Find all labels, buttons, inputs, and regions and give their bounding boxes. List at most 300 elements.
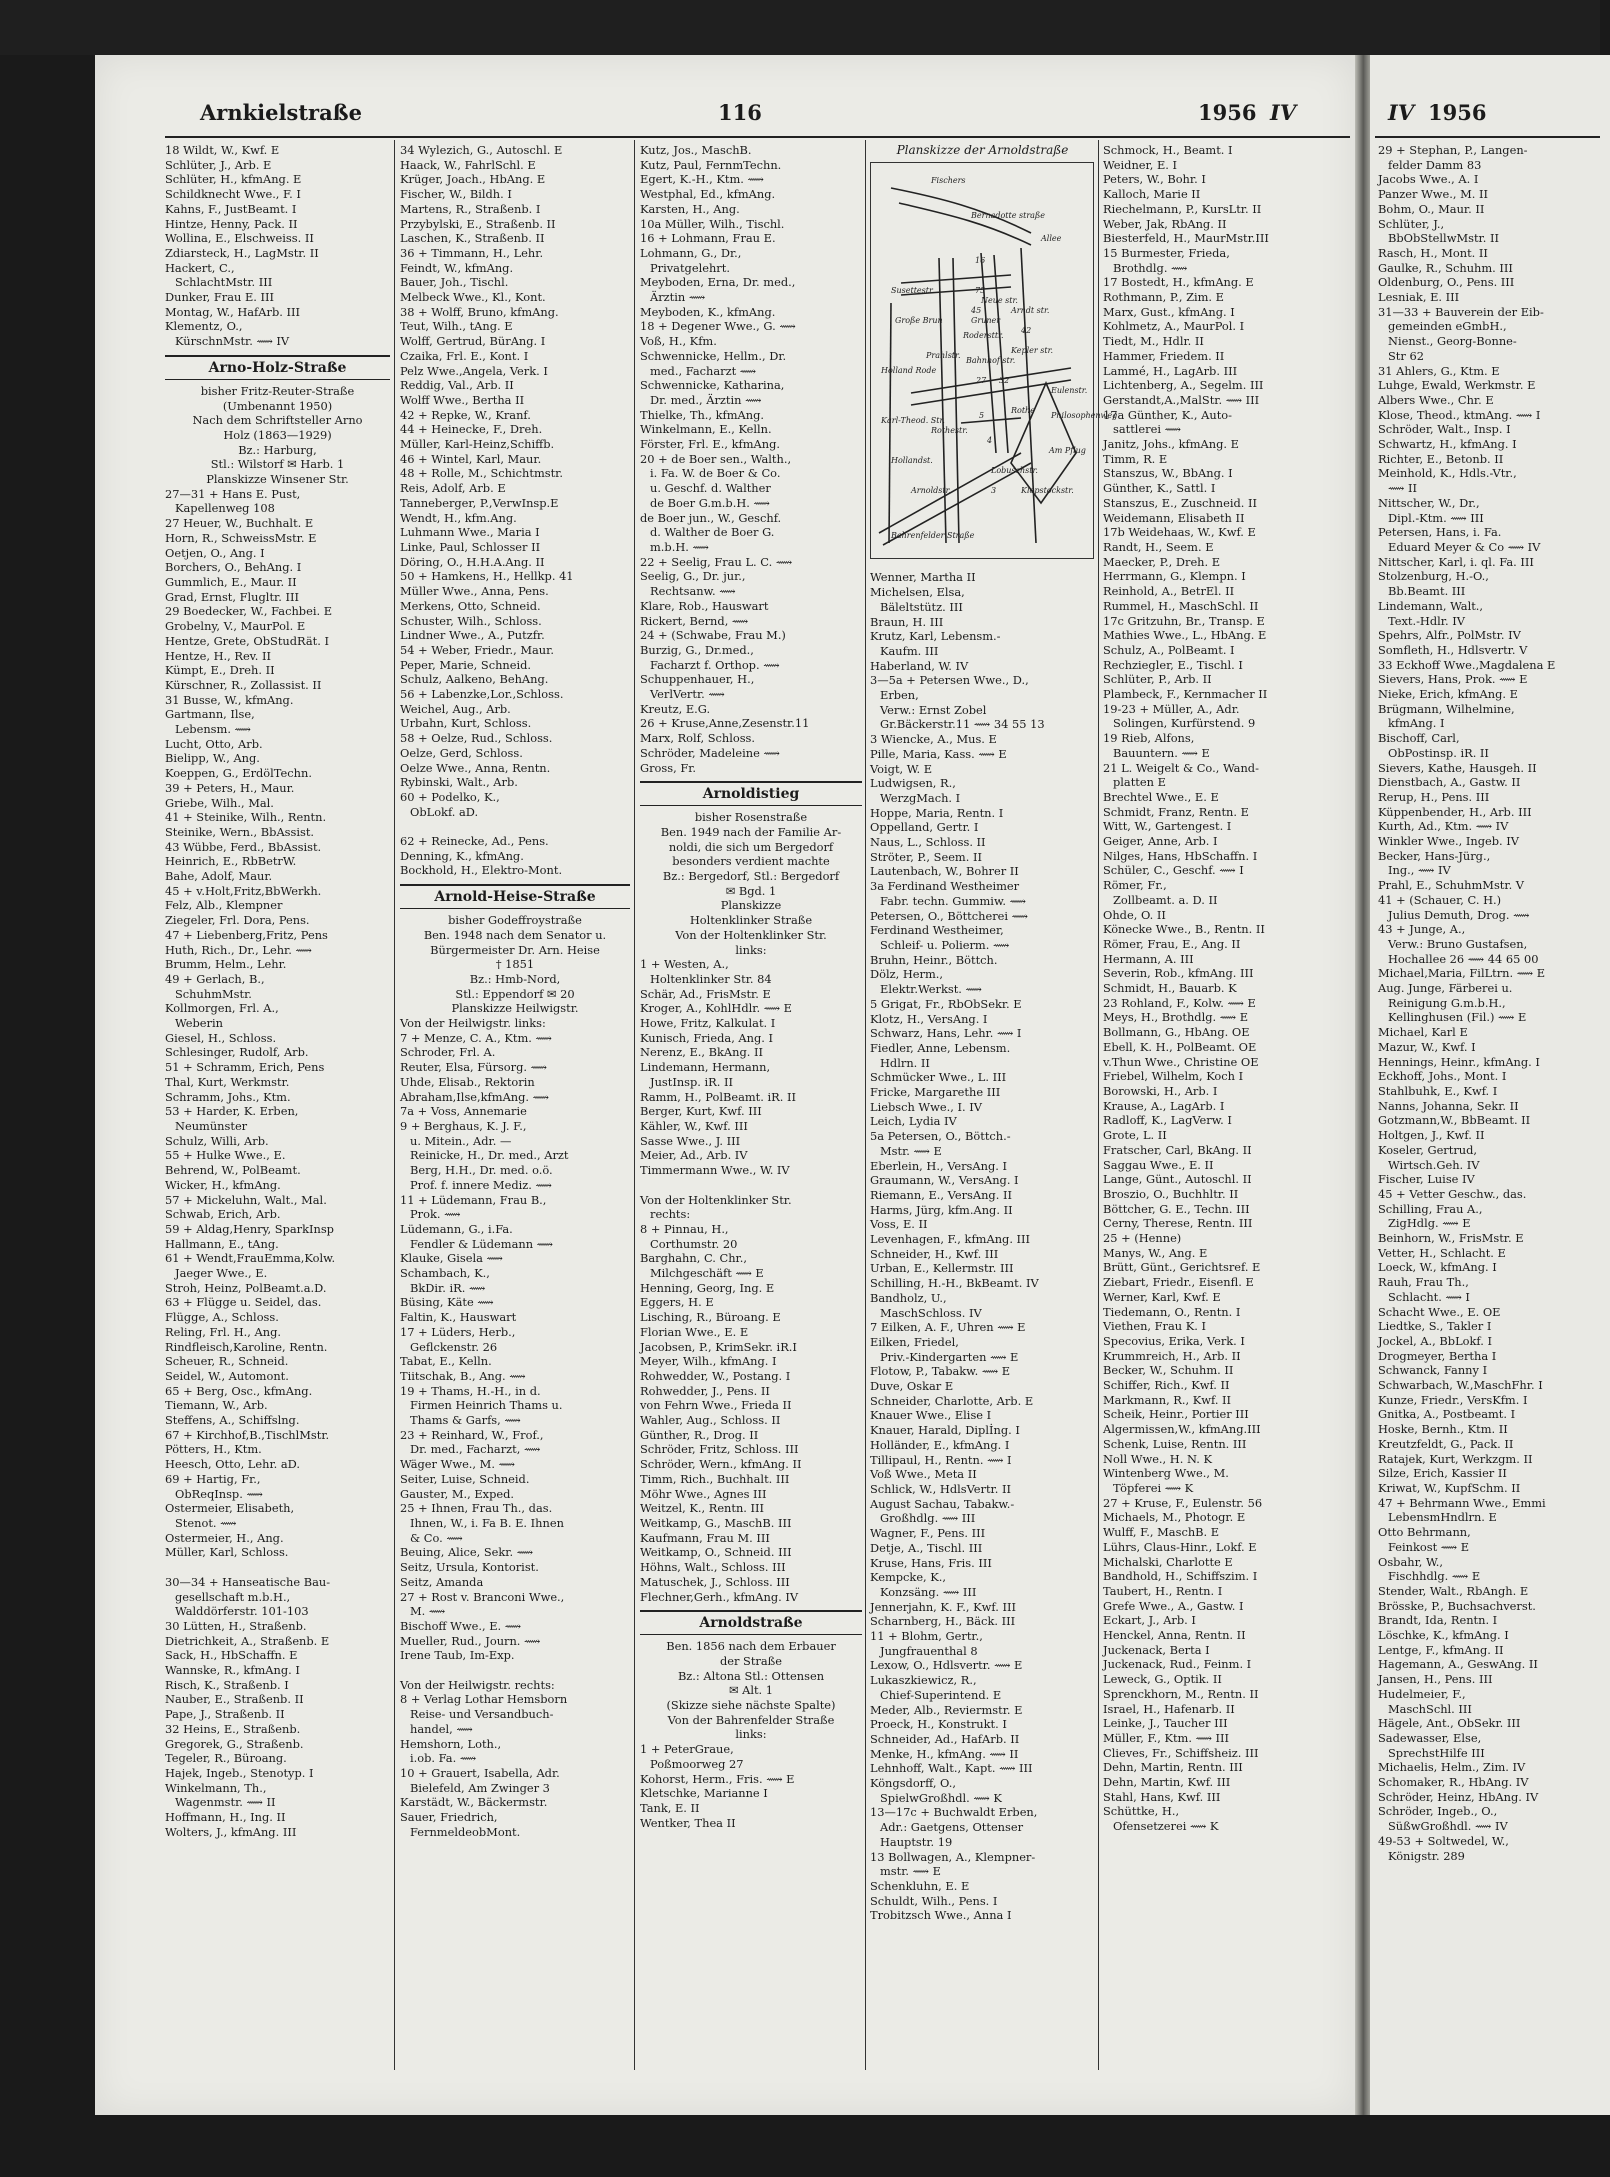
directory-entry: MaschSchloss. IV xyxy=(880,1305,982,1320)
directory-entry: Stolzenburg, H.-O., xyxy=(1378,569,1489,584)
directory-entry: Hagemann, A., GeswAng. II xyxy=(1378,1657,1538,1672)
directory-entry: Clieves, Fr., Schiffsheiz. III xyxy=(1103,1745,1259,1760)
directory-entry: Bruhn, Heinr., Böttch. xyxy=(870,952,998,967)
directory-entry: Jansen, H., Pens. III xyxy=(1378,1672,1493,1687)
directory-entry: Günther, R., Drog. II xyxy=(640,1427,759,1442)
directory-entry: Schenkluhn, E. E xyxy=(870,1878,970,1893)
directory-entry: Ziegeler, Frl. Dora, Pens. xyxy=(165,913,310,928)
column-3 xyxy=(640,143,862,2078)
column-rule xyxy=(394,140,395,2070)
directory-entry: Meier, Ad., Arb. IV xyxy=(640,1148,748,1163)
directory-entry: Schlüter, J., Arb. E xyxy=(165,157,272,172)
directory-entry: Grobelny, V., MaurPol. E xyxy=(165,619,306,634)
directory-entry: Schiffer, Rich., Kwf. II xyxy=(1103,1378,1230,1393)
directory-entry: Schüler, C., Geschf. ⟿ I xyxy=(1103,863,1244,878)
directory-entry: v.Thun Wwe., Christine OE xyxy=(1103,1054,1259,1069)
directory-entry: ObReqInsp. ⟿ xyxy=(175,1486,263,1501)
directory-entry: Seitz, Ursula, Kontorist. xyxy=(400,1560,539,1575)
directory-entry: Behrend, W., PolBeamt. xyxy=(165,1163,301,1178)
map-label: Arnoldstr. xyxy=(911,485,952,495)
column-5 xyxy=(1103,143,1353,2078)
directory-entry: Bollmann, G., HbAng. OE xyxy=(1103,1025,1250,1040)
directory-entry: Rohwedder, W., Postang. I xyxy=(640,1368,791,1383)
directory-entry: Bandhold, H., Schiffszim. I xyxy=(1103,1569,1258,1584)
directory-entry: Text.-Hdlr. IV xyxy=(1388,613,1465,628)
directory-entry: Sadewasser, Else, xyxy=(1378,1730,1482,1745)
directory-entry: Schröder, Madeleine ⟿ xyxy=(640,745,780,760)
directory-entry: Heesch, Otto, Lehr. aD. xyxy=(165,1457,301,1472)
directory-entry: Gross, Fr. xyxy=(640,760,697,775)
directory-entry: Kreutz, E.G. xyxy=(640,701,711,716)
directory-entry: Klose, Theod., ktmAng. ⟿ I xyxy=(1378,407,1541,422)
directory-entry: 1 + PeterGraue, xyxy=(640,1742,734,1757)
directory-entry: Haack, W., FahrlSchl. E xyxy=(400,157,536,172)
directory-entry: Gauster, M., Exped. xyxy=(400,1486,515,1501)
directory-entry: Schlacht. ⟿ I xyxy=(1388,1289,1470,1304)
directory-entry: Specovius, Erika, Verk. I xyxy=(1103,1333,1245,1348)
directory-entry: Weidner, E. I xyxy=(1103,157,1178,172)
column-rule xyxy=(634,140,635,2070)
directory-entry: Jennerjahn, K. F., Kwf. III xyxy=(870,1599,1016,1614)
directory-entry: Fratscher, Carl, BkAng. II xyxy=(1103,1142,1252,1157)
directory-entry: Ströter, P., Seem. II xyxy=(870,849,982,864)
directory-entry: Höhns, Walt., Schloss. III xyxy=(640,1560,786,1575)
directory-entry: Gaulke, R., Schuhm. III xyxy=(1378,260,1513,275)
directory-entry: Denning, K., kfmAng. xyxy=(400,848,524,863)
adjacent-volume: IV xyxy=(1388,100,1415,125)
directory-entry: Bauuntern. ⟿ E xyxy=(1113,745,1210,760)
map-label: Gruner xyxy=(971,315,1001,325)
directory-entry: Mazur, W., Kwf. I xyxy=(1378,1039,1476,1054)
street-note: † 1851 xyxy=(495,957,535,972)
directory-entry: Martens, R., Straßenb. I xyxy=(400,201,541,216)
street-note: ✉ Alt. 1 xyxy=(728,1683,774,1698)
directory-entry: LebensmHndlrn. E xyxy=(1388,1510,1497,1525)
map-label: Klopstockstr. xyxy=(1021,485,1074,495)
directory-entry: Taubert, H., Rentn. I xyxy=(1103,1583,1223,1598)
directory-entry: Rauh, Frau Th., xyxy=(1378,1275,1469,1290)
directory-entry: Bauer, Joh., Tischl. xyxy=(400,275,509,290)
directory-entry: 41 + Steinike, Wilh., Rentn. xyxy=(165,810,327,825)
directory-entry: Riemann, E., VersAng. II xyxy=(870,1187,1012,1202)
street-note: bisher Godeffroystraße xyxy=(448,913,582,928)
directory-entry: Luhmann Wwe., Maria I xyxy=(400,525,540,540)
directory-entry: Tiitschak, B., Ang. ⟿ xyxy=(400,1368,526,1383)
directory-entry: Israel, H., Hafenarb. II xyxy=(1103,1701,1235,1716)
volume-number: IV xyxy=(1270,100,1297,125)
directory-entry: Irene Taub, Im-Exp. xyxy=(400,1648,515,1663)
directory-entry: Kurth, Ad., Ktm. ⟿ IV xyxy=(1378,819,1509,834)
directory-entry: 3—5a + Petersen Wwe., D., xyxy=(870,673,1029,688)
directory-entry: Hoffmann, H., Ing. II xyxy=(165,1810,286,1825)
directory-entry: Prok. ⟿ xyxy=(410,1207,461,1222)
map-label: 3 xyxy=(991,485,997,495)
directory-entry: 8 + Verlag Lothar Hemsborn xyxy=(400,1692,568,1707)
directory-entry: Witt, W., Gartengest. I xyxy=(1103,819,1232,834)
directory-entry: Gregorek, G., Straßenb. xyxy=(165,1736,304,1751)
directory-entry: SchlachtMstr. III xyxy=(175,275,273,290)
directory-entry: Stender, Walt., RbAngh. E xyxy=(1378,1583,1529,1598)
directory-entry: Bandholz, U., xyxy=(870,1290,947,1305)
directory-entry: Algermissen,W., kfmAng.III xyxy=(1103,1422,1261,1437)
directory-entry: Seidel, W., Automont. xyxy=(165,1368,289,1383)
directory-entry: Winkler Wwe., Ingeb. IV xyxy=(1378,834,1520,849)
directory-entry: 11 + Lüdemann, Frau B., xyxy=(400,1192,547,1207)
directory-entry: mstr. ⟿ E xyxy=(880,1864,941,1879)
map-label: Arndt str. xyxy=(1011,305,1050,315)
directory-entry: Brütt, Günt., Gerichtsref. E xyxy=(1103,1260,1261,1275)
directory-entry: Beuing, Alice, Sekr. ⟿ xyxy=(400,1545,534,1560)
directory-entry: Faltin, K., Hauswart xyxy=(400,1310,517,1325)
directory-entry: Timm, Rich., Buchhalt. III xyxy=(640,1471,790,1486)
directory-entry: Kahns, F., JustBeamt. I xyxy=(165,201,297,216)
directory-entry: Günther, K., Sattl. I xyxy=(1103,481,1216,496)
directory-entry: MaschSchl. III xyxy=(1388,1701,1472,1716)
directory-entry: Ohde, O. II xyxy=(1103,907,1166,922)
directory-entry: Böttcher, G. E., Techn. III xyxy=(1103,1201,1250,1216)
directory-entry: Weberin xyxy=(175,1016,223,1031)
directory-entry: Schildknecht Wwe., F. I xyxy=(165,187,301,202)
directory-entry: Kaufm. III xyxy=(880,643,939,658)
map-label: Neue str. xyxy=(981,295,1018,305)
directory-entry: Henning, Georg, Ing. E xyxy=(640,1280,775,1295)
directory-entry: Biesterfeld, H., MaurMstr.III xyxy=(1103,231,1269,246)
directory-entry: Nauber, E., Straßenb. II xyxy=(165,1692,304,1707)
map-label: Hollandst. xyxy=(891,455,933,465)
directory-entry: Petersen, Hans, i. Fa. xyxy=(1378,525,1502,540)
directory-entry: Privatgelehrt. xyxy=(650,260,730,275)
directory-entry: 25 + (Henne) xyxy=(1103,1231,1182,1246)
directory-entry: Wentker, Thea II xyxy=(640,1815,736,1830)
directory-entry: 5 Grigat, Fr., RbObSekr. E xyxy=(870,996,1022,1011)
directory-entry: 7 Eilken, A. F., Uhren ⟿ E xyxy=(870,1320,1026,1335)
directory-entry: Juckenack, Berta I xyxy=(1103,1642,1210,1657)
directory-entry: 3 Wiencke, A., Mus. E xyxy=(870,732,997,747)
directory-entry: 24 + (Schwabe, Frau M.) xyxy=(640,628,786,643)
directory-entry: Büsing, Käte ⟿ xyxy=(400,1295,494,1310)
map-label: 42 xyxy=(1021,325,1032,335)
directory-entry: Jaeger Wwe., E. xyxy=(175,1266,268,1281)
directory-entry: Ludwigsen, R., xyxy=(870,776,956,791)
directory-entry: Silze, Erich, Kassier II xyxy=(1378,1466,1507,1481)
directory-entry: VerlVertr. ⟿ xyxy=(650,687,725,702)
directory-entry: Tillipaul, H., Rentn. ⟿ I xyxy=(870,1452,1012,1467)
directory-entry: Ratajek, Kurt, Werkzgm. II xyxy=(1378,1451,1533,1466)
directory-entry: 31 Ahlers, G., Ktm. E xyxy=(1378,363,1500,378)
directory-entry: Kriwat, W., KupfSchm. II xyxy=(1378,1480,1521,1495)
directory-entry: Holtenklinker Str. 84 xyxy=(650,971,772,986)
directory-entry: Kohlmetz, A., MaurPol. I xyxy=(1103,319,1245,334)
directory-entry: Panzer Wwe., M. II xyxy=(1378,187,1489,202)
directory-entry: Henckel, Anna, Rentn. II xyxy=(1103,1628,1246,1643)
street-note: Von der Bahrenfelder Straße xyxy=(667,1712,835,1727)
directory-entry: Pille, Maria, Kass. ⟿ E xyxy=(870,746,1007,761)
street-heading: Arnoldstraße xyxy=(640,1610,862,1635)
directory-entry: 32 Heins, E., Straßenb. xyxy=(165,1721,301,1736)
directory-entry: 18 Wildt, W., Kwf. E xyxy=(165,143,280,157)
directory-entry: Burzig, G., Dr.med., xyxy=(640,642,754,657)
directory-entry: Schmidt, H., Bauarb. K xyxy=(1103,981,1237,996)
directory-entry: Hentze, H., Rev. II xyxy=(165,648,272,663)
directory-entry: Winkelmann, Th., xyxy=(165,1780,267,1795)
directory-entry: Fischer, W., Bildh. I xyxy=(400,187,512,202)
directory-entry: 45 + Vetter Geschw., das. xyxy=(1378,1186,1527,1201)
directory-entry: Lexow, O., Hdlsvertr. ⟿ E xyxy=(870,1658,1023,1673)
directory-entry: Kunisch, Frieda, Ang. I xyxy=(640,1030,774,1045)
map-label: Bernadotte straße xyxy=(971,210,1045,220)
directory-entry: Erben, xyxy=(880,688,919,703)
directory-entry: Grefe Wwe., A., Gastw. I xyxy=(1103,1598,1244,1613)
directory-entry: Milchgeschäft ⟿ E xyxy=(650,1266,764,1281)
directory-entry: Wolff Wwe., Bertha II xyxy=(400,392,525,407)
directory-entry: Schulz, A., PolBeamt. I xyxy=(1103,642,1235,657)
directory-entry: Nilges, Hans, HbSchaffn. I xyxy=(1103,848,1258,863)
directory-entry: Römer, Frau, E., Ang. II xyxy=(1103,936,1241,951)
directory-entry: 17 Bostedt, H., kfmAng. E xyxy=(1103,275,1254,290)
directory-entry: Ostermeier, H., Ang. xyxy=(165,1530,284,1545)
directory-entry: Wendt, H., kfm.Ang. xyxy=(400,510,517,525)
directory-entry: Leweck, G., Optik. II xyxy=(1103,1672,1222,1687)
directory-entry: Schwanck, Fanny I xyxy=(1378,1363,1488,1378)
directory-entry: Leich, Lydia IV xyxy=(870,1114,957,1129)
directory-entry: Voß Wwe., Meta II xyxy=(870,1467,977,1482)
directory-entry: Borchers, O., BehAng. I xyxy=(165,560,302,575)
directory-entry: Cerny, Therese, Rentn. III xyxy=(1103,1216,1253,1231)
directory-entry: Leinke, J., Taucher III xyxy=(1103,1716,1228,1731)
directory-entry: Kempcke, K., xyxy=(870,1570,947,1585)
directory-entry: Viethen, Frau K. I xyxy=(1103,1319,1206,1334)
directory-entry: Bielefeld, Am Zwinger 3 xyxy=(410,1780,550,1795)
directory-entry: Pötters, H., Ktm. xyxy=(165,1442,262,1457)
directory-entry: Rohwedder, J., Pens. II xyxy=(640,1383,770,1398)
directory-entry: Somfleth, H., Hdlsvertr. V xyxy=(1378,642,1528,657)
directory-entry: Nieke, Erich, kfmAng. E xyxy=(1378,687,1518,702)
directory-entry: Lührs, Claus-Hinr., Lokf. E xyxy=(1103,1539,1257,1554)
directory-entry: 17 + Lüders, Herb., xyxy=(400,1324,516,1339)
directory-entry: Kürschner, R., Zollassist. II xyxy=(165,677,322,692)
directory-entry: Müller Wwe., Anna, Pens. xyxy=(400,584,549,599)
directory-entry: Scheuer, R., Schneid. xyxy=(165,1354,289,1369)
directory-entry: Bielipp, W., Ang. xyxy=(165,751,260,766)
directory-entry: de Boer jun., W., Geschf. xyxy=(640,510,782,525)
directory-entry: 45 + v.Holt,Fritz,BbWerkh. xyxy=(165,883,322,898)
directory-entry: Zollbeamt. a. D. II xyxy=(1113,892,1218,907)
directory-entry: Krüger, Joach., HbAng. E xyxy=(400,172,546,187)
directory-entry: 38 + Wolff, Bruno, kfmAng. xyxy=(400,304,559,319)
directory-entry: med., Facharzt ⟿ xyxy=(650,363,757,378)
directory-entry: Poßmoorweg 27 xyxy=(650,1756,744,1771)
column-4 xyxy=(870,143,1118,2078)
directory-entry: 17c Gritzuhn, Br., Transp. E xyxy=(1103,613,1265,628)
directory-entry: Drogmeyer, Bertha I xyxy=(1378,1348,1497,1363)
directory-entry: Oelze Wwe., Anna, Rentn. xyxy=(400,760,551,775)
directory-entry: Rickert, Bernd, ⟿ xyxy=(640,613,749,628)
directory-entry: Bischoff, Carl, xyxy=(1378,731,1460,746)
directory-entry: 49-53 + Soltwedel, W., xyxy=(1378,1833,1509,1848)
map-label: Eulenstr. xyxy=(1051,385,1088,395)
directory-entry: Rechtsanw. ⟿ xyxy=(650,584,736,599)
directory-entry: Jacobsen, P., KrimSekr. iR.I xyxy=(640,1339,797,1354)
directory-entry: Merkens, Otto, Schneid. xyxy=(400,598,541,613)
map-label: Bahrenfelder Straße xyxy=(891,530,975,540)
directory-entry: Saggau Wwe., E. II xyxy=(1103,1157,1214,1172)
directory-entry: Kutz, Jos., MaschB. xyxy=(640,143,752,157)
directory-entry: Zdiarsteck, H., LagMstr. II xyxy=(165,245,319,260)
directory-entry: Jungfrauenthal 8 xyxy=(880,1643,978,1658)
running-head-street: Arnkielstraße xyxy=(200,100,363,125)
directory-entry: Albers Wwe., Chr. E xyxy=(1378,392,1494,407)
street-note: Bz.: Hmb-Nord, xyxy=(469,971,561,986)
directory-entry: 16 + Lohmann, Frau E. xyxy=(640,231,776,246)
directory-entry: Osbahr, W., xyxy=(1378,1554,1443,1569)
directory-entry: handel, ⟿ xyxy=(410,1721,473,1736)
directory-entry: Fiedler, Anne, Lebensm. xyxy=(870,1040,1011,1055)
directory-entry: 44 + Heinecke, F., Dreh. xyxy=(400,422,543,437)
directory-entry: Schomaker, R., HbAng. IV xyxy=(1378,1775,1529,1790)
directory-entry: Prof. f. innere Mediz. ⟿ xyxy=(410,1177,552,1192)
directory-entry: Levenhagen, F., kfmAng. III xyxy=(870,1232,1031,1247)
directory-entry: Duve, Oskar E xyxy=(870,1379,954,1394)
directory-entry: Schmock, H., Beamt. I xyxy=(1103,143,1233,157)
directory-entry: Vetter, H., Schlacht. E xyxy=(1378,1245,1506,1260)
directory-entry: Schmücker Wwe., L. III xyxy=(870,1070,1007,1085)
directory-entry: 51 + Schramm, Erich, Pens xyxy=(165,1060,325,1075)
directory-entry: Grad, Ernst, Flugltr. III xyxy=(165,589,299,604)
street-note: Planskizze xyxy=(720,898,782,913)
directory-entry: 26 + Kruse,Anne,Zesenstr.11 xyxy=(640,716,810,731)
directory-entry: Köngsdorff, O., xyxy=(870,1776,956,1791)
directory-entry: Ferdinand Westheimer, xyxy=(870,923,1004,938)
directory-entry: Str 62 xyxy=(1388,348,1424,363)
directory-entry: Harms, Jürg, kfm.Ang. II xyxy=(870,1202,1013,1217)
directory-entry: 23 + Reinhard, W., Frof., xyxy=(400,1427,544,1442)
directory-entry: Kroger, A., KohlHdlr. ⟿ E xyxy=(640,1001,792,1016)
directory-entry: Weitkamp, G., MaschB. III xyxy=(640,1515,792,1530)
scan-border xyxy=(0,0,1600,55)
directory-entry: 30 Lütten, H., Straßenb. xyxy=(165,1618,307,1633)
directory-entry: 19 Rieb, Alfons, xyxy=(1103,731,1195,746)
directory-entry: Eduard Meyer & Co ⟿ IV xyxy=(1388,539,1541,554)
directory-entry: Schacht Wwe., E. OE xyxy=(1378,1304,1501,1319)
directory-entry: 10a Müller, Wilh., Tischl. xyxy=(640,216,785,231)
map-label: 75 xyxy=(975,285,986,295)
directory-entry: Brothdlg. ⟿ xyxy=(1113,260,1188,275)
directory-entry: 11 + Blohm, Gertr., xyxy=(870,1629,983,1644)
directory-entry: Spehrs, Alfr., PolMstr. IV xyxy=(1378,628,1521,643)
edition-year: 1956 xyxy=(1198,100,1257,125)
directory-entry: felder Damm 83 xyxy=(1388,157,1482,172)
street-note: Stl.: Eppendorf ✉ 20 xyxy=(455,986,575,1001)
directory-entry: Westphal, Ed., kfmAng. xyxy=(640,187,776,202)
directory-entry: Lüdemann, G., i.Fa. xyxy=(400,1221,513,1236)
directory-entry: Werner, Karl, Kwf. E xyxy=(1103,1289,1221,1304)
directory-entry: & Co. ⟿ xyxy=(410,1530,463,1545)
directory-entry: 27 + Rost v. Branconi Wwe., xyxy=(400,1589,565,1604)
directory-entry: 36 + Timmann, H., Lehr. xyxy=(400,245,544,260)
directory-entry: Lehnhoff, Walt., Kapt. ⟿ III xyxy=(870,1761,1033,1776)
directory-entry: Wannske, R., kfmAng. I xyxy=(165,1663,300,1678)
directory-entry: Bockhold, H., Elektro-Mont. xyxy=(400,863,563,878)
directory-entry: Jockel, A., BbLokf. I xyxy=(1378,1333,1492,1348)
directory-entry: BkDir. iR. ⟿ xyxy=(410,1280,486,1295)
directory-entry: Schlick, W., HdlsVertr. II xyxy=(870,1482,1011,1496)
directory-entry: Linke, Paul, Schlosser II xyxy=(400,539,541,554)
directory-entry: Laschen, K., Straßenb. II xyxy=(400,231,545,246)
directory-entry: 47 + Liebenberg,Fritz, Pens xyxy=(165,927,328,942)
directory-entry: i. Fa. W. de Boer & Co. xyxy=(650,466,781,481)
directory-entry: Voß, H., Kfm. xyxy=(640,334,717,349)
directory-entry: Tiemann, W., Arb. xyxy=(165,1398,268,1413)
directory-entry: 27—31 + Hans E. Pust, xyxy=(165,486,301,501)
directory-entry: KürschnMstr. ⟿ IV xyxy=(175,334,290,349)
directory-entry: 29 Boedecker, W., Fachbei. E xyxy=(165,604,333,619)
directory-entry: u. Mitein., Adr. — xyxy=(410,1133,512,1148)
directory-entry: Wahler, Aug., Schloss. II xyxy=(640,1413,781,1428)
street-heading: Arnold-Heise-Straße xyxy=(400,884,630,909)
directory-entry: Kutz, Paul, FernmTechn. xyxy=(640,157,782,172)
directory-entry: 13 Bollwagen, A., Klempner- xyxy=(870,1849,1036,1864)
directory-entry: Walddörferstr. 101-103 xyxy=(175,1604,309,1619)
directory-entry: ⟿ II xyxy=(1388,481,1417,496)
directory-entry: Lichtenberg, A., Segelm. III xyxy=(1103,378,1264,393)
directory-entry: Flechner,Gerh., kfmAng. IV xyxy=(640,1589,799,1604)
directory-entry: 22 + Seelig, Frau L. C. ⟿ xyxy=(640,554,793,569)
directory-entry: Timmermann Wwe., W. IV xyxy=(640,1163,790,1178)
directory-entry: Feinkost ⟿ E xyxy=(1388,1539,1470,1554)
directory-entry: Stroh, Heinz, PolBeamt.a.D. xyxy=(165,1280,327,1295)
directory-entry: Kletschke, Marianne I xyxy=(640,1786,768,1801)
directory-entry: 34 Wylezich, G., Autoschl. E xyxy=(400,143,563,157)
street-note: Nach dem Schriftsteller Arno xyxy=(192,413,363,428)
directory-entry: 31 Busse, W., kfmAng. xyxy=(165,692,294,707)
directory-entry: Bahe, Adolf, Maur. xyxy=(165,869,273,884)
directory-entry: Sauer, Friedrich, xyxy=(400,1810,498,1825)
directory-entry: Kreutzfeldt, G., Pack. II xyxy=(1378,1436,1514,1451)
directory-entry: Knauer Wwe., Elise I xyxy=(870,1408,992,1423)
directory-entry: de Boer G.m.b.H. ⟿ xyxy=(650,495,770,510)
directory-entry: Reise- und Versandbuch- xyxy=(410,1707,554,1722)
directory-entry: Reddig, Val., Arb. II xyxy=(400,378,514,393)
directory-entry: Wenner, Martha II xyxy=(870,570,976,585)
directory-entry: Mueller, Rud., Journ. ⟿ xyxy=(400,1633,541,1648)
directory-entry: Broszio, O., Buchhltr. II xyxy=(1103,1186,1239,1201)
directory-entry: Rummel, H., MaschSchl. II xyxy=(1103,598,1259,613)
directory-entry: 3a Ferdinand Westheimer xyxy=(870,879,1020,894)
directory-entry: 7 + Menze, C. A., Ktm. ⟿ xyxy=(400,1030,552,1045)
street-note: Von der Holtenklinker Str. xyxy=(675,927,827,942)
directory-entry: Michaelis, Helm., Zim. IV xyxy=(1378,1760,1526,1775)
directory-entry: Maecker, P., Dreh. E xyxy=(1103,554,1221,569)
map-label: Rodersttr. xyxy=(963,330,1004,340)
directory-entry: Schwartz, H., kfmAng. I xyxy=(1378,437,1517,452)
directory-entry: Ostermeier, Elisabeth, xyxy=(165,1501,295,1516)
directory-entry: Geiger, Anne, Arb. I xyxy=(1103,834,1218,849)
directory-entry: Schwennicke, Hellm., Dr. xyxy=(640,348,787,363)
directory-entry: ObPostinsp. iR. II xyxy=(1388,745,1489,760)
directory-entry: Reis, Adolf, Arb. E xyxy=(400,481,506,496)
directory-entry: Wollina, E., Elschweiss. II xyxy=(165,231,314,246)
column-rule xyxy=(1098,140,1099,2070)
directory-entry: 31—33 + Bauverein der Eib- xyxy=(1378,304,1544,319)
directory-entry: Fabr. techn. Gummiw. ⟿ xyxy=(880,893,1026,908)
directory-entry: 25 + Ihnen, Frau Th., das. xyxy=(400,1501,553,1516)
book-gutter xyxy=(1355,55,1370,2115)
directory-entry: Meyboden, Erna, Dr. med., xyxy=(640,275,796,290)
directory-entry: 53 + Harder, K. Erben, xyxy=(165,1104,299,1119)
map-label: 4 xyxy=(987,435,993,445)
directory-entry: Schröder, Fritz, Schloss. III xyxy=(640,1442,799,1457)
column-1 xyxy=(165,143,390,2078)
